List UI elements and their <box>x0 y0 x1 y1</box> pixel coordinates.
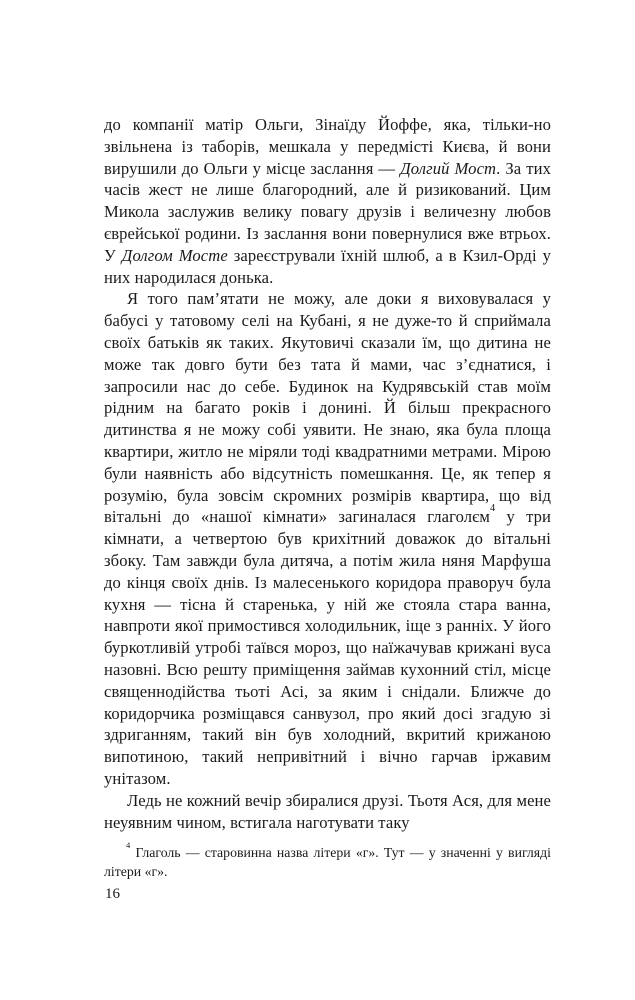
page-text-block <box>104 114 551 833</box>
page-number: 16 <box>105 886 120 902</box>
body-paragraph-2: Я того пам’ятати не можу, але доки я виховувалася у бабусі у татовому селі на Кубані, я не дуже-то й сприймала своїх батьків як таких. Якутовичі сказали їм, що дитина не може так довго бути без тата й мами, час з’єднатися, і запросили нас до себе. Будинок на Кудрявській став моїм рідним на багато років і донині. Й більш прекрасного дитинства я не можу собі уявити. Не знаю, яка була площа квартири, житло не міряли тоді квадратними метрами. Мірою були наявність або відсутність помешкання. Це, як тепер я розумію, була зовсім скромних розмірів квартира, що від вітальні до «нашої кімнати» загиналася глаголєм$^4$ у три кімнати, а четвертою був крихітний доважок до вітальні збоку. Там завжди була дитяча, а потім жила няня Марфуша до кінця своїх днів. Із малесенького коридора праворуч була кухня — тісна й старенька, у ній же стояла стара ванна, навпроти якої примостився холодильник, іще з ранніх. У його буркотливій утробі таївся мороз, що наїжачував крижані вуса назовні. Всю решту приміщення займав кухонний стіл, місце священнодійства тьоті Асі, за яким і снідали. Ближче до коридорчика розміщався санвузол, про який досі згадую зі здриганням, такий він був холодний, вкритий крижаною випотиною, такий непривітний і вічно гарчав іржавим унітазом. <box>104 289 551 788</box>
body-paragraph-3: Ледь не кожний вечір збиралися друзі. Тьотя Ася, для мене неуявним чином, встигала наготувати таку <box>104 790 551 832</box>
footnote: $^4$ Глаголь — старовинна назва літери «г». Тут — у значенні у вигляді літери «г». <box>104 839 551 879</box>
body-paragraph-1: до компанії матір Ольги, Зінаїду Йоффе, яка, тільки-но звільнена із таборів, мешкала у передмісті Києва, й вони вирушили до Ольги у місце заслання — Долгий Мост. За тих часів жест не лише благородний, але й ризикований. Цим Микола заслужив велику повагу друзів і величезну любов єврейської родини. Із заслання вони повернулися вже втрьох. У Долгом Мосте зареєстрували їхній шлюб, а в Кзил-Орді у них народилася донька. <box>104 115 551 287</box>
